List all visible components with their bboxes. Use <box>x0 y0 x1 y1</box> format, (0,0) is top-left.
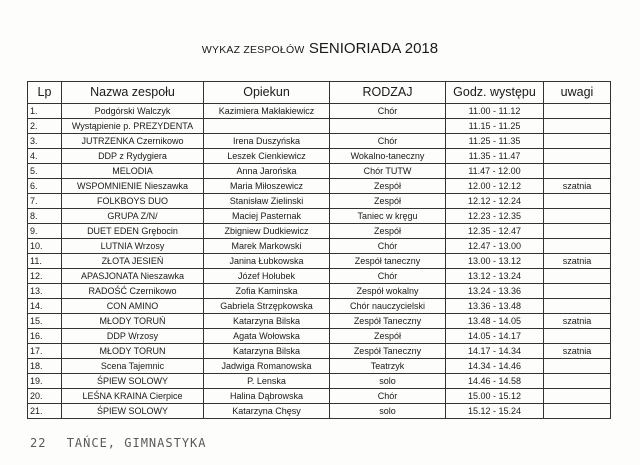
cell-notes: szatnia <box>544 254 611 269</box>
cell-type: Chór <box>330 269 446 284</box>
cell-type: Chór <box>330 134 446 149</box>
cell-name: LEŚNA KRAINA Cierpice <box>62 389 204 404</box>
cell-guardian: Irena Duszyńska <box>204 134 330 149</box>
cell-notes <box>544 389 611 404</box>
cell-name: DDP z Rydygiera <box>62 149 204 164</box>
cell-lp: 15. <box>28 314 62 329</box>
cell-guardian: Stanisław Zielinski <box>204 194 330 209</box>
column-header-lp: Lp <box>28 82 62 104</box>
cell-notes <box>544 149 611 164</box>
cell-name: GRUPA Z/N/ <box>62 209 204 224</box>
cell-notes <box>544 209 611 224</box>
column-header-guardian: Opiekun <box>204 82 330 104</box>
handwritten-number: 22 <box>30 436 47 450</box>
cell-notes <box>544 284 611 299</box>
cell-guardian: Katarzyna Chęsy <box>204 404 330 419</box>
cell-type: Chór <box>330 104 446 119</box>
table-row <box>28 239 611 254</box>
cell-lp: 6. <box>28 179 62 194</box>
table-row <box>28 224 611 239</box>
cell-lp: 10. <box>28 239 62 254</box>
column-header-type: RODZAJ <box>330 82 446 104</box>
cell-lp: 14. <box>28 299 62 314</box>
cell-type: Taniec w kręgu <box>330 209 446 224</box>
cell-name: LUTNIA Wrzosy <box>62 239 204 254</box>
cell-guardian: Kazimiera Makłakiewicz <box>204 104 330 119</box>
cell-notes <box>544 299 611 314</box>
table-row <box>28 119 611 134</box>
cell-time: 11.47 - 12.00 <box>446 164 544 179</box>
cell-guardian: Agata Wołowska <box>204 329 330 344</box>
cell-notes <box>544 224 611 239</box>
column-header-notes: uwagi <box>544 82 611 104</box>
cell-lp: 21. <box>28 404 62 419</box>
cell-time: 13.48 - 14.05 <box>446 314 544 329</box>
cell-time: 13.00 - 13.12 <box>446 254 544 269</box>
cell-type: solo <box>330 374 446 389</box>
cell-name: Wystąpienie p. PREZYDENTA <box>62 119 204 134</box>
table-row <box>28 314 611 329</box>
cell-type: Zespół <box>330 329 446 344</box>
cell-name: ŚPIEW SOLOWY <box>62 374 204 389</box>
cell-guardian: Zofia Kaminska <box>204 284 330 299</box>
cell-guardian: Leszek Cienkiewicz <box>204 149 330 164</box>
cell-name: ZŁOTA JESIEŃ <box>62 254 204 269</box>
cell-notes <box>544 119 611 134</box>
cell-name: CON AMINO <box>62 299 204 314</box>
cell-time: 14.46 - 14.58 <box>446 374 544 389</box>
cell-type: Zespół <box>330 179 446 194</box>
cell-name: Podgórski Walczyk <box>62 104 204 119</box>
cell-notes: szatnia <box>544 344 611 359</box>
table-row <box>28 374 611 389</box>
cell-time: 12.35 - 12.47 <box>446 224 544 239</box>
cell-lp: 18. <box>28 359 62 374</box>
cell-name: JUTRZENKA Czernikowo <box>62 134 204 149</box>
cell-name: WSPOMNIENIE Nieszawka <box>62 179 204 194</box>
table-row <box>28 104 611 119</box>
cell-lp: 9. <box>28 224 62 239</box>
cell-name: MELODIA <box>62 164 204 179</box>
cell-time: 11.25 - 11.35 <box>446 134 544 149</box>
cell-notes <box>544 329 611 344</box>
cell-notes <box>544 104 611 119</box>
cell-guardian: Halina Dąbrowska <box>204 389 330 404</box>
cell-type: Chór <box>330 389 446 404</box>
cell-lp: 19. <box>28 374 62 389</box>
table-row <box>28 254 611 269</box>
cell-notes: szatnia <box>544 179 611 194</box>
table-body <box>28 104 611 419</box>
cell-lp: 12. <box>28 269 62 284</box>
cell-guardian: Maria Miłoszewicz <box>204 179 330 194</box>
table-row <box>28 389 611 404</box>
cell-name: DUET EDEN Grębocin <box>62 224 204 239</box>
cell-type: Chór TUTW <box>330 164 446 179</box>
cell-notes <box>544 134 611 149</box>
cell-guardian: Anna Jarońska <box>204 164 330 179</box>
cell-type: Zespół Taneczny <box>330 314 446 329</box>
cell-lp: 7. <box>28 194 62 209</box>
cell-name: RADOŚĆ Czernikowo <box>62 284 204 299</box>
cell-lp: 13. <box>28 284 62 299</box>
table-row <box>28 359 611 374</box>
cell-time: 13.12 - 13.24 <box>446 269 544 284</box>
cell-notes: szatnia <box>544 314 611 329</box>
cell-name: DDP Wrzosy <box>62 329 204 344</box>
cell-guardian: Marek Markowski <box>204 239 330 254</box>
cell-guardian: Maciej Pasternak <box>204 209 330 224</box>
cell-time: 12.47 - 13.00 <box>446 239 544 254</box>
table-row <box>28 344 611 359</box>
cell-type: Zespół taneczny <box>330 254 446 269</box>
cell-lp: 5. <box>28 164 62 179</box>
column-header-name: Nazwa zespołu <box>62 82 204 104</box>
header-row <box>28 82 611 104</box>
table-row <box>28 134 611 149</box>
cell-guardian: P. Lenska <box>204 374 330 389</box>
cell-guardian <box>204 119 330 134</box>
cell-time: 11.15 - 11.25 <box>446 119 544 134</box>
cell-guardian: Józef Hołubek <box>204 269 330 284</box>
cell-notes <box>544 374 611 389</box>
cell-notes <box>544 269 611 284</box>
table-row <box>28 194 611 209</box>
cell-time: 15.12 - 15.24 <box>446 404 544 419</box>
cell-time: 14.34 - 14.46 <box>446 359 544 374</box>
cell-name: APASJONATA Nieszawka <box>62 269 204 284</box>
cell-type: Wokalno-taneczny <box>330 149 446 164</box>
cell-time: 13.36 - 13.48 <box>446 299 544 314</box>
cell-name: MŁODY TORUŃ <box>62 314 204 329</box>
cell-name: Scena Tajemnic <box>62 359 204 374</box>
cell-notes <box>544 239 611 254</box>
table-row <box>28 164 611 179</box>
cell-lp: 4. <box>28 149 62 164</box>
cell-type: Teatrzyk <box>330 359 446 374</box>
table-row <box>28 404 611 419</box>
handwritten-text: TAŃCE, GIMNASTYKA <box>66 436 207 450</box>
cell-lp: 11. <box>28 254 62 269</box>
table-row <box>28 179 611 194</box>
ensemble-table <box>27 81 611 419</box>
cell-time: 13.24 - 13.36 <box>446 284 544 299</box>
cell-name: MŁODY TORUN <box>62 344 204 359</box>
cell-type: Zespół Taneczny <box>330 344 446 359</box>
table-row <box>28 299 611 314</box>
cell-time: 15.00 - 15.12 <box>446 389 544 404</box>
table-row <box>28 149 611 164</box>
cell-lp: 17. <box>28 344 62 359</box>
cell-lp: 8. <box>28 209 62 224</box>
cell-type: Chór <box>330 239 446 254</box>
cell-notes <box>544 194 611 209</box>
title-prefix: WYKAZ ZESPOŁÓW <box>201 44 305 56</box>
cell-lp: 16. <box>28 329 62 344</box>
title-event: SENIORIADA 2018 <box>308 40 439 57</box>
cell-time: 12.00 - 12.12 <box>446 179 544 194</box>
handwritten-note <box>30 436 207 450</box>
cell-time: 12.12 - 12.24 <box>446 194 544 209</box>
document-title <box>0 40 640 58</box>
cell-type <box>330 119 446 134</box>
cell-type: Zespół <box>330 224 446 239</box>
cell-time: 14.05 - 14.17 <box>446 329 544 344</box>
cell-guardian: Katarzyna Bilska <box>204 344 330 359</box>
table-row <box>28 284 611 299</box>
cell-guardian: Janina Łubkowska <box>204 254 330 269</box>
cell-lp: 3. <box>28 134 62 149</box>
cell-lp: 1. <box>28 104 62 119</box>
cell-notes <box>544 164 611 179</box>
cell-time: 11.35 - 11.47 <box>446 149 544 164</box>
cell-type: solo <box>330 404 446 419</box>
table-row <box>28 209 611 224</box>
cell-guardian: Zbigniew Dudkiewicz <box>204 224 330 239</box>
cell-time: 14.17 - 14.34 <box>446 344 544 359</box>
cell-type: Zespół wokalny <box>330 284 446 299</box>
cell-name: FOLKBOYS DUO <box>62 194 204 209</box>
cell-lp: 2. <box>28 119 62 134</box>
column-header-time: Godz. występu <box>446 82 544 104</box>
cell-guardian: Jadwiga Romanowska <box>204 359 330 374</box>
cell-time: 11.00 - 11.12 <box>446 104 544 119</box>
cell-lp: 20. <box>28 389 62 404</box>
cell-type: Chór nauczycielski <box>330 299 446 314</box>
cell-type: Zespół <box>330 194 446 209</box>
cell-name: ŚPIEW SOLOWY <box>62 404 204 419</box>
table-row <box>28 329 611 344</box>
cell-time: 12.23 - 12.35 <box>446 209 544 224</box>
cell-guardian: Katarzyna Bilska <box>204 314 330 329</box>
table-row <box>28 269 611 284</box>
cell-notes <box>544 359 611 374</box>
cell-notes <box>544 404 611 419</box>
cell-guardian: Gabriela Strzępkowska <box>204 299 330 314</box>
